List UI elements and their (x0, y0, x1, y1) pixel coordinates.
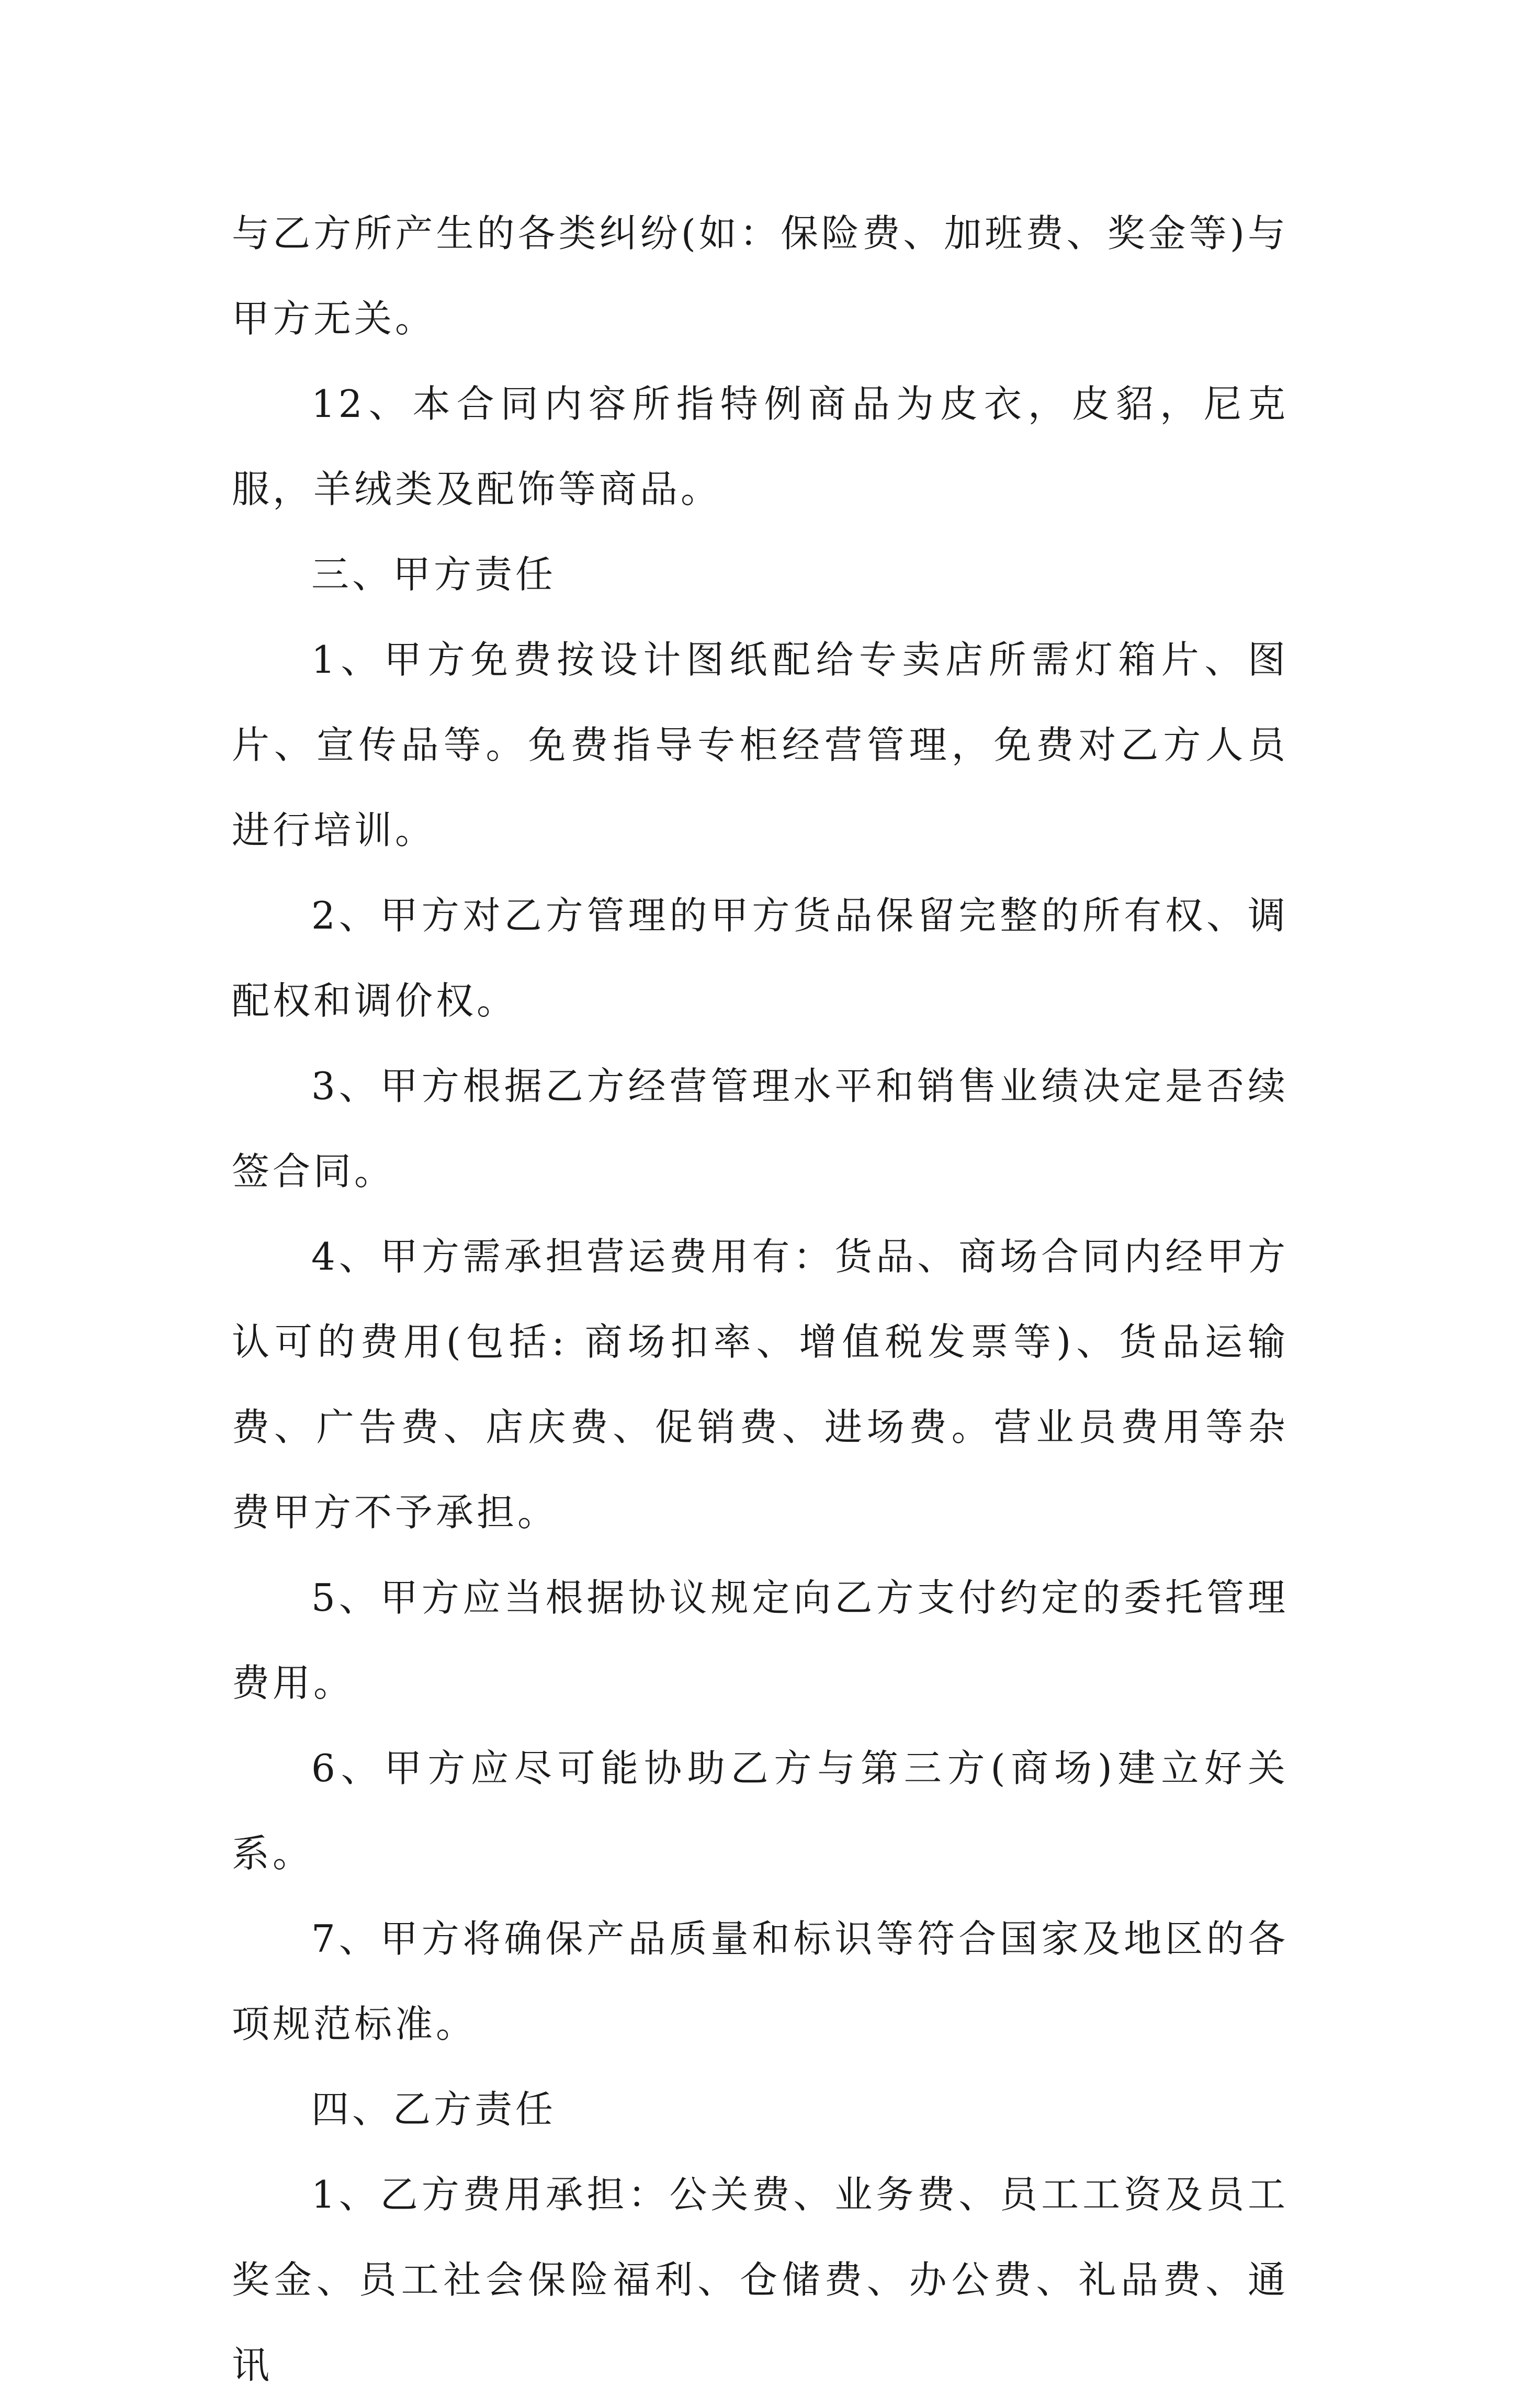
section-heading-party-a: 三、甲方责任 (311, 552, 557, 596)
paragraph-party-b-1: 1、乙方费用承担：公关费、业务费、员工工资及员工奖金、员工社会保险福利、仓储费、办公费、礼品费、通讯 (232, 2173, 1289, 2387)
paragraph-party-a-4: 4、甲方需承担营运费用有：货品、商场合同内经甲方认可的费用(包括: 商场扣率、增值税发票等)、货品运输费、广告费、店庆费、促销费、进场费。营业员费用等杂费甲方不予承担。 (232, 1235, 1289, 1534)
paragraph-party-a-3: 3、甲方根据乙方经营管理水平和销售业绩决定是否续签合同。 (232, 1064, 1289, 1193)
paragraph-party-a-7: 7、甲方将确保产品质量和标识等符合国家及地区的各项规范标准。 (232, 1917, 1289, 2046)
paragraph-clause-12: 12、本合同内容所指特例商品为皮衣，皮貂，尼克服，羊绒类及配饰等商品。 (232, 382, 1289, 511)
paragraph-party-a-5: 5、甲方应当根据协议规定向乙方支付约定的委托管理费用。 (232, 1576, 1289, 1705)
paragraph-party-a-6: 6、甲方应尽可能协助乙方与第三方(商场)建立好关系。 (232, 1746, 1289, 1875)
document-body (232, 191, 1289, 2408)
paragraph-party-a-1: 1、甲方免费按设计图纸配给专卖店所需灯箱片、图片、宣传品等。免费指导专柜经营管理，免费对乙方人员进行培训。 (232, 638, 1289, 852)
paragraph-party-a-2: 2、甲方对乙方管理的甲方货品保留完整的所有权、调配权和调价权。 (232, 894, 1289, 1023)
section-heading-party-b: 四、乙方责任 (311, 2087, 557, 2131)
paragraph-continuation: 与乙方所产生的各类纠纷(如：保险费、加班费、奖金等)与甲方无关。 (232, 211, 1289, 341)
